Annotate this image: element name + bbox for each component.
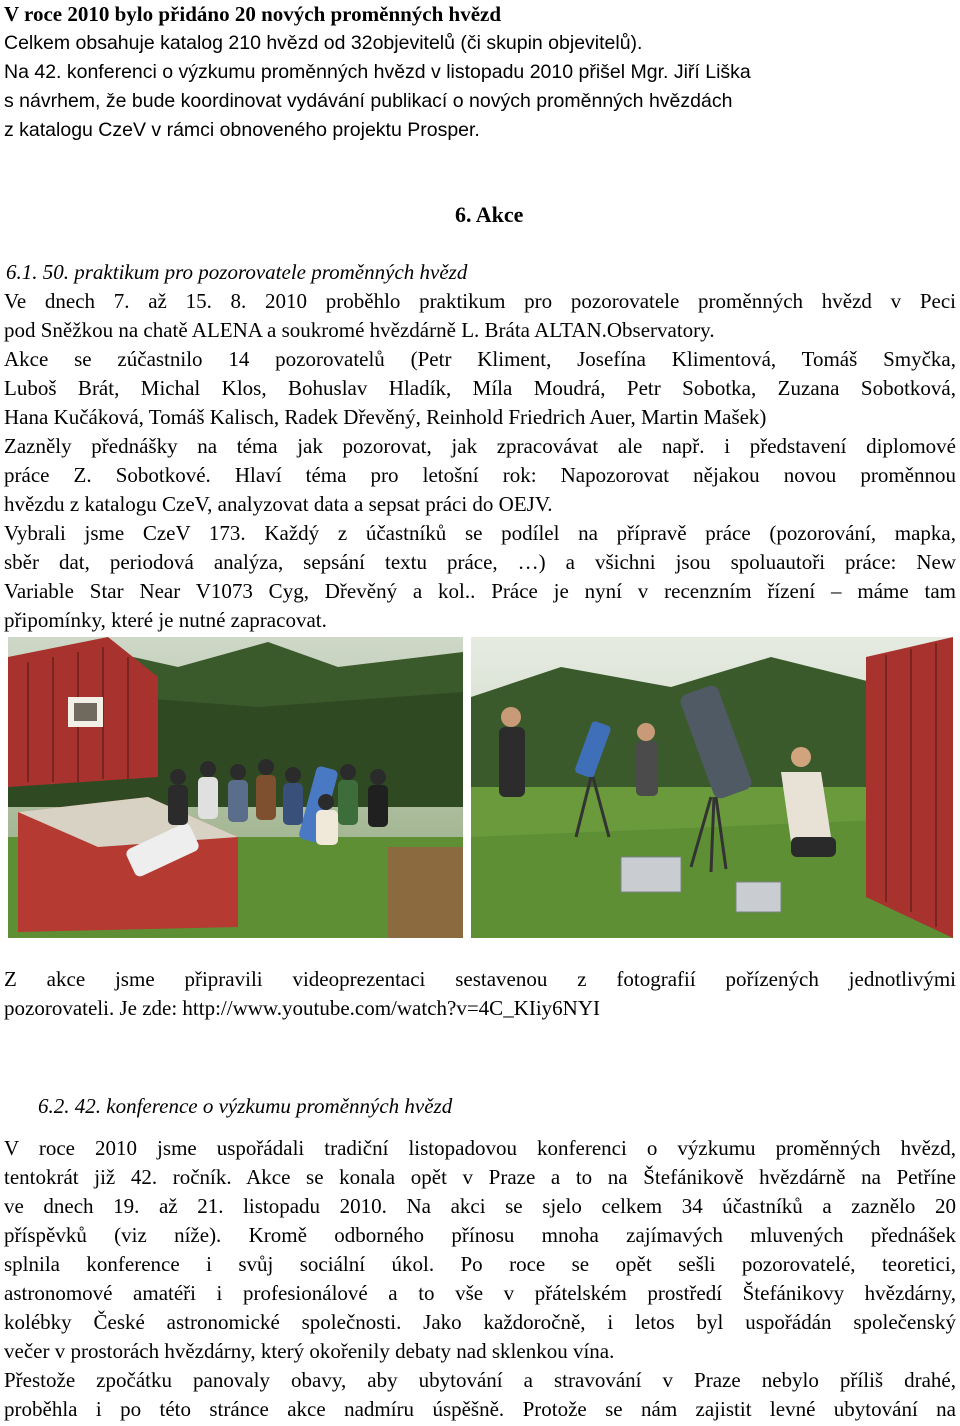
intro-line: z katalogu CzeV v rámci obnoveného projektu Prosper. [4,119,480,141]
paragraph-line: příspěvků (viz níže). Kromě odborného přínosu mnoha zajímavých mluvených přednášek [4,1223,956,1247]
video-line: Z akce jsme připravili videoprezentaci sestavenou z fotografií pořízených jednotlivými [4,967,956,991]
paragraph-line: večer v prostorách hvězdárny, který okořenily debaty nad sklenkou vína. [4,1339,615,1363]
paragraph-line: Ve dnech 7. až 15. 8. 2010 proběhlo praktikum pro pozorovatele proměnných hvězd v Peci [4,289,956,313]
paragraph-line: Zazněly přednášky na téma jak pozorovat, jak zpracovávat ale např. i představení diplomové [4,434,956,458]
paragraph-line: připomínky, které je nutné zapracovat. [4,608,327,632]
subsection-title: 6.2. 42. konference o výzkumu proměnných hvězd [38,1094,453,1118]
group-photo [8,637,463,938]
paragraph-line: hvězdu z katalogu CzeV, analyzovat data a sepsat práci do OEJV. [4,492,553,516]
paragraph-line: Variable Star Near V1073 Cyg, Dřevěný a kol.. Práce je nyní v recenzním řízení – máme tam [4,579,956,603]
subsection-title: 6.1. 50. praktikum pro pozorovatele proměnných hvězd [6,260,468,284]
paragraph-line: Vybrali jsme CzeV 173. Každý z účastníků se podílel na přípravě práce (pozorování, mapka, [4,521,956,545]
section-heading: 6. Akce [455,202,524,227]
paragraph-line: Luboš Brát, Michal Klos, Bohuslav Hladík, Míla Moudrá, Petr Sobotka, Zuzana Sobotková, [4,376,956,400]
paragraph-line: tentokrát již 42. ročník. Akce se konala opět v Praze a to na Štefánikově hvězdárně na Petříne [4,1165,956,1189]
paragraph-line: pod Sněžkou na chatě ALENA a soukromé hvězdárně L. Bráta ALTAN.Observatory. [4,318,715,342]
intro-line: Celkem obsahuje katalog 210 hvězd od 32objevitelů (či skupin objevitelů). [4,32,643,54]
group-photo-icon [8,637,463,938]
paragraph-line: splnila konference i svůj sociální úkol. Po roce se opět sešli pozorovatelé, teoretici, [4,1252,956,1276]
intro-heading: V roce 2010 bylo přidáno 20 nových proměnných hvězd [4,2,502,26]
paragraph-line: sběr dat, periodová analýza, sepsání textu práce, …) a všichni jsou spoluautoři práce: New [4,550,956,574]
paragraph-line: práce Z. Sobotkové. Hlaví téma pro letošní rok: Napozorovat nějakou novou proměnnou [4,463,956,487]
intro-line: Na 42. konferenci o výzkumu proměnných hvězd v listopadu 2010 přišel Mgr. Jiří Liška [4,61,751,83]
paragraph-line: V roce 2010 jsme uspořádali tradiční listopadovou konferenci o výzkumu proměnných hvězd, [4,1136,956,1160]
paragraph-line: ve dnech 19. až 21. listopadu 2010. Na akci se sjelo celkem 34 účastníků a zaznělo 20 [4,1194,956,1218]
paragraph-line: Přestože zpočátku panovaly obavy, aby ubytování a stravování v Praze nebylo příliš drahé, [4,1368,956,1392]
paragraph-line: astronomové amatéři i profesionálové a to vše v přátelském prostředí Štefánikovy hvězdárny, [4,1281,956,1305]
paragraph-line: Akce se zúčastnilo 14 pozorovatelů (Petr Kliment, Josefína Klimentová, Tomáš Smyčka, [4,347,956,371]
paragraph-line: Hana Kučáková, Tomáš Kalisch, Radek Dřevěný, Reinhold Friedrich Auer, Martin Mašek) [4,405,767,429]
paragraph-line: proběhla i po této stránce akce nadmíru úspěšně. Protože se nám zajistit levné ubytování na [4,1397,956,1421]
telescopes-photo-icon [471,637,953,938]
video-link-line: pozorovateli. Je zde: http://www.youtube.com/watch?v=4C_KIiy6NYI [4,996,601,1020]
paragraph-line: kolébky České astronomické společnosti. Jako každoročně, i letos byl uspořádán společenský [4,1310,956,1334]
telescopes-photo [471,637,953,938]
intro-line: s návrhem, že bude koordinovat vydávání publikací o nových proměnných hvězdách [4,90,733,112]
